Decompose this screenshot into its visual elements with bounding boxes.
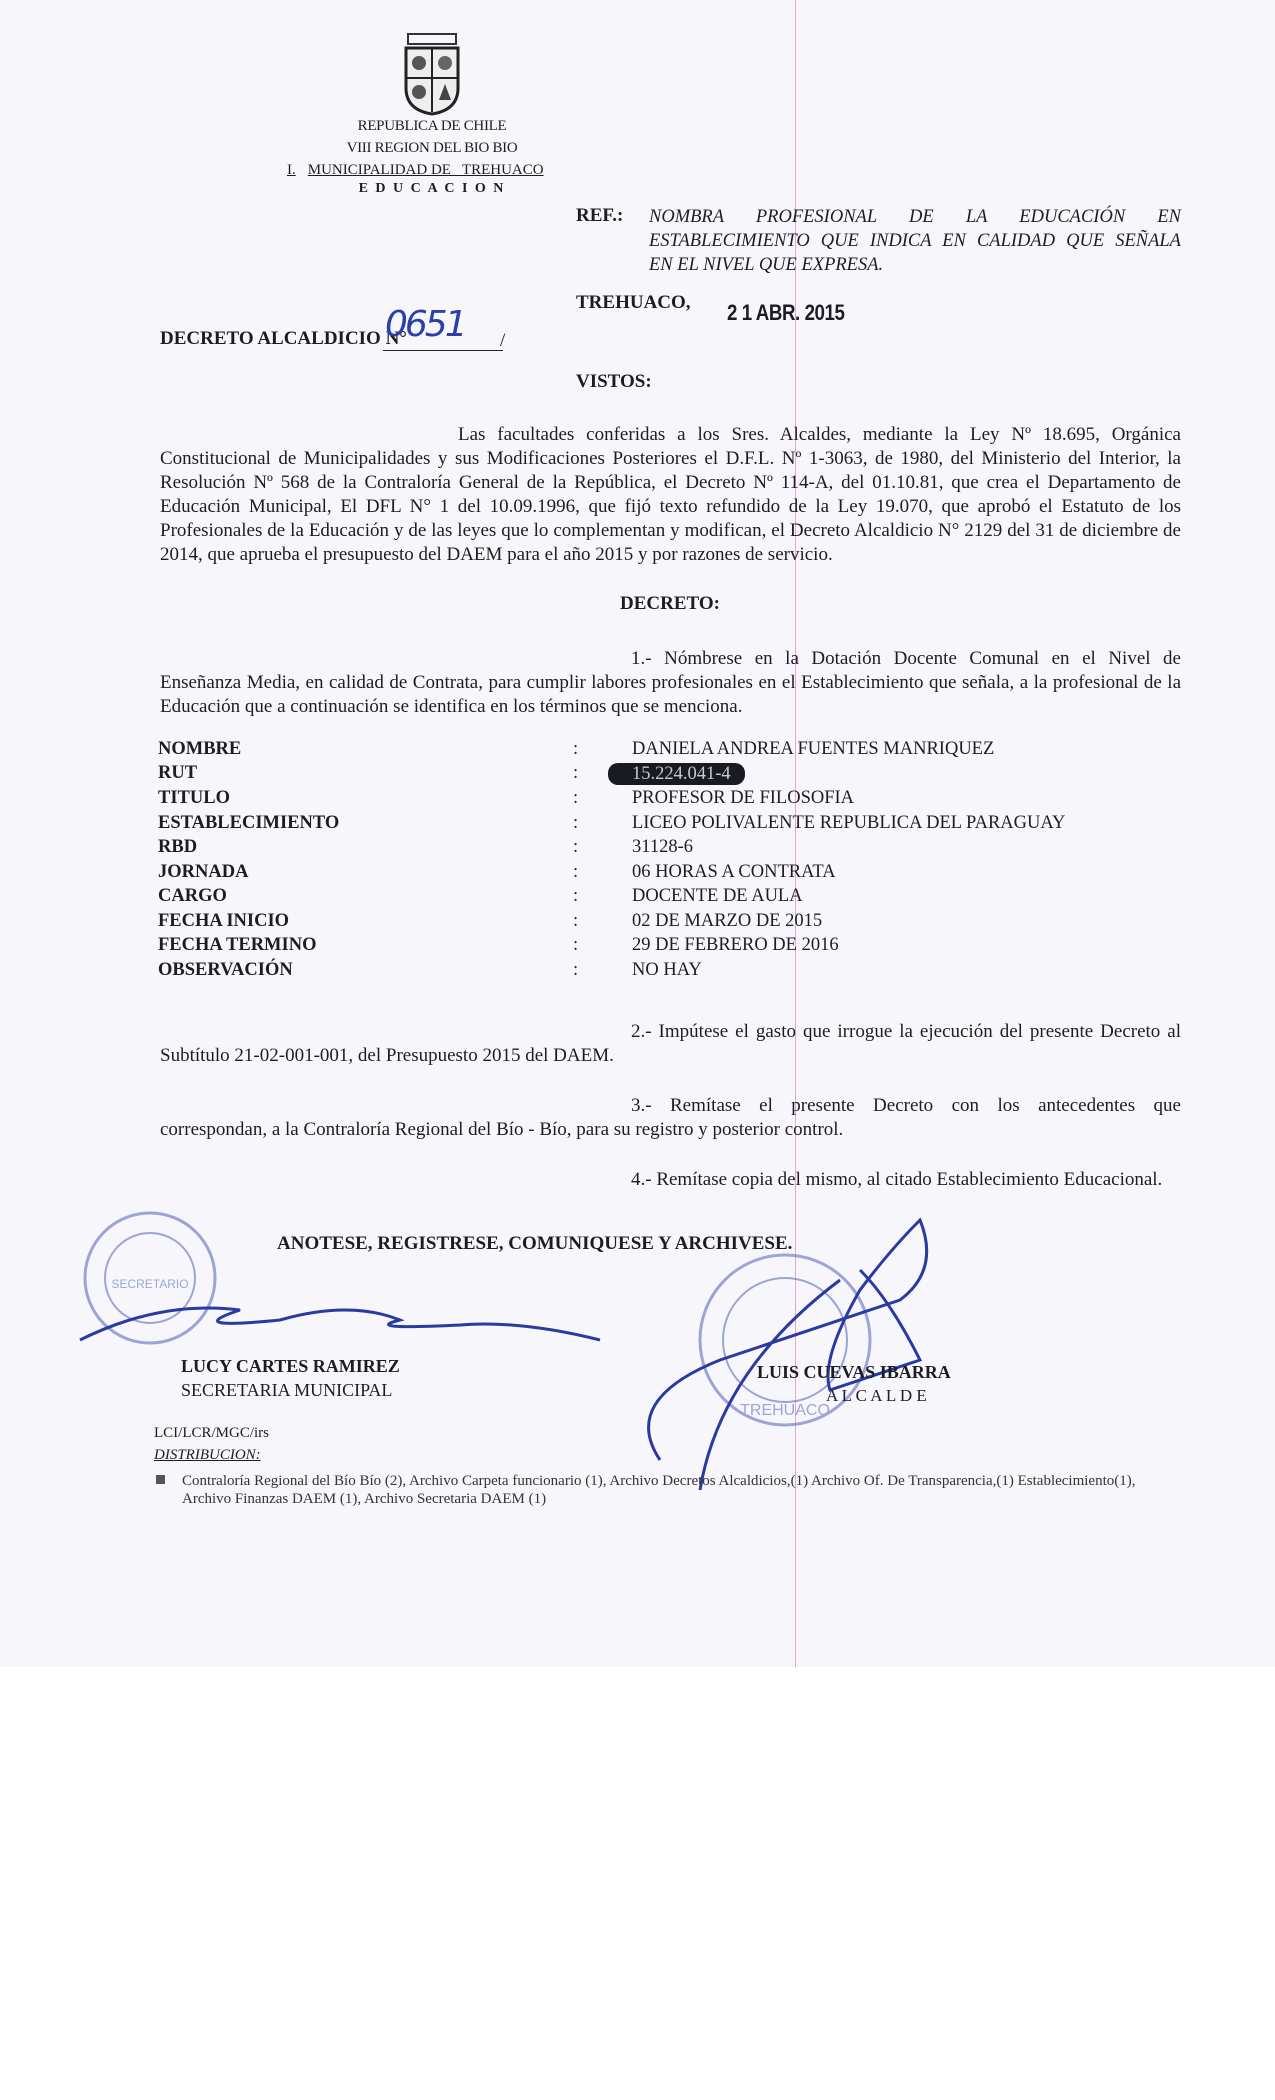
date-stamp: 2 1 ABR. 2015 bbox=[727, 300, 845, 325]
row-value: PROFESOR DE FILOSOFIA bbox=[632, 788, 855, 808]
row-value: 06 HORAS A CONTRATA bbox=[632, 862, 836, 882]
row-label: ESTABLECIMIENTO bbox=[158, 813, 340, 833]
header-municipality bbox=[287, 162, 544, 179]
row-colon: : bbox=[573, 837, 579, 857]
ref-line: EN EL NIVEL QUE EXPRESA. bbox=[649, 255, 884, 275]
row-colon: : bbox=[573, 739, 579, 759]
secretary-signature bbox=[80, 1308, 600, 1340]
mayor-signature bbox=[649, 1220, 927, 1490]
row-label: JORNADA bbox=[158, 862, 249, 882]
article-1: 1.- Nómbrese en la Dotación Docente Comunal en el Nivel de Enseñanza Media, en calidad de Contrata, para cumplir labores profesionales en el Establecimiento que señala, a la profesional de la Educación que a continuación se identifica en los términos que se menciona. bbox=[160, 648, 1181, 717]
row-value-redacted: 15.224.041-4 bbox=[608, 763, 745, 785]
initials: LCI/LCR/MGC/irs bbox=[154, 1425, 270, 1441]
row-colon: : bbox=[573, 911, 579, 931]
row-colon: : bbox=[573, 960, 579, 980]
distribution-list: Contraloría Regional del Bío Bío (2), Archivo Carpeta funcionario (1), Archivo Decretos Alcaldicios,(1) Archivo Of. De Transparencia,(1) Establecimiento(1), Archivo Finanzas DAEM (1), Archivo Secretaria DAEM (1) bbox=[182, 1473, 1136, 1507]
ref-line: ESTABLECIMIENTO QUE INDICA EN CALIDAD QUE SEÑALA bbox=[649, 231, 1181, 251]
table-row bbox=[158, 739, 1158, 763]
secretary-stamp-icon bbox=[85, 1213, 215, 1343]
table-row bbox=[158, 763, 1158, 787]
header-region: VIII REGION DEL BIO BIO bbox=[346, 140, 518, 156]
ref-text bbox=[649, 205, 1181, 277]
ref-label: REF.: bbox=[576, 205, 624, 226]
row-colon: : bbox=[573, 862, 579, 882]
vistos-paragraph: Las facultades conferidas a los Sres. Alcaldes, mediante la Ley Nº 18.695, Orgánica Constitucional de Municipalidades y sus Modificaciones Posteriores el D.F.L. Nº 1-3063, de 1980, del Ministerio del Interior, la Resolución Nº 568 de la Contraloría General de la República, el Decreto Nº 114-A, del 01.10.81, que crea el Departamento de Educación Municipal, El DFL N° 1 del 10.09.1996, que fijó texto refundido de la Ley 19.070, que aprobó el Estatuto de los Profesionales de la Educación y de las leyes que lo complementan y modifican, el Decreto Alcaldicio N° 2129 del 31 de diciembre de 2014, que aprueba el presupuesto del DAEM para el año 2015 y por razones de servicio. bbox=[160, 424, 1181, 565]
row-value: DOCENTE DE AULA bbox=[632, 886, 803, 906]
decreto-heading: DECRETO: bbox=[620, 593, 720, 614]
table-row bbox=[158, 886, 1158, 910]
header-municipality-name: MUNICIPALIDAD DE TREHUACO bbox=[307, 162, 544, 178]
row-label: TITULO bbox=[158, 788, 230, 808]
closing-formula: ANOTESE, REGISTRESE, COMUNIQUESE Y ARCHIVESE. bbox=[277, 1233, 793, 1254]
header-prefix: I. bbox=[287, 162, 296, 178]
table-row bbox=[158, 813, 1158, 837]
row-colon: : bbox=[573, 788, 579, 808]
row-value: 29 DE FEBRERO DE 2016 bbox=[632, 935, 839, 955]
table-row bbox=[158, 911, 1158, 935]
row-colon: : bbox=[573, 763, 579, 783]
mayor-name: LUIS CUEVAS IBARRA bbox=[757, 1362, 951, 1382]
row-value: LICEO POLIVALENTE REPUBLICA DEL PARAGUAY bbox=[632, 813, 1066, 833]
row-value: 02 DE MARZO DE 2015 bbox=[632, 911, 823, 931]
table-row bbox=[158, 837, 1158, 861]
bullet-icon bbox=[156, 1475, 165, 1484]
stamps-and-signatures bbox=[40, 1190, 1040, 1490]
place: TREHUACO, bbox=[576, 292, 691, 313]
decree-number-line bbox=[383, 350, 503, 351]
row-value: NO HAY bbox=[632, 960, 702, 980]
row-label: NOMBRE bbox=[158, 739, 242, 759]
row-colon: : bbox=[573, 886, 579, 906]
decree-slash: / bbox=[500, 330, 506, 351]
table-row bbox=[158, 862, 1158, 886]
decree-label: DECRETO ALCALDICIO N° bbox=[160, 328, 407, 349]
stamp-left-text: SECRETARIO bbox=[111, 1277, 189, 1291]
article-2: 2.- Impútese el gasto que irrogue la ejecución del presente Decreto al Subtítulo 21-02-001-001, del Presupuesto 2015 del DAEM. bbox=[160, 1021, 1181, 1066]
row-label: CARGO bbox=[158, 886, 227, 906]
article-4: 4.- Remítase copia del mismo, al citado Establecimiento Educacional. bbox=[631, 1169, 1163, 1190]
table-row bbox=[158, 935, 1158, 959]
ref-line: NOMBRA PROFESIONAL DE LA EDUCACIÓN EN bbox=[649, 207, 1181, 227]
decree-number-handwritten: 0651 bbox=[385, 304, 465, 345]
stamp-right-text: TREHUACO bbox=[740, 1402, 830, 1419]
article-3: 3.- Remítase el presente Decreto con los antecedentes que correspondan, a la Contraloría Regional del Bío - Bío, para su registro y posterior control. bbox=[160, 1095, 1181, 1140]
header-department: E D U C A C I O N bbox=[358, 181, 506, 196]
row-colon: : bbox=[573, 813, 579, 833]
row-label: OBSERVACIÓN bbox=[158, 960, 293, 980]
secretary-name: LUCY CARTES RAMIREZ bbox=[181, 1356, 400, 1376]
table-row bbox=[158, 788, 1158, 812]
row-label: RUT bbox=[158, 763, 198, 783]
vistos-heading: VISTOS: bbox=[576, 371, 652, 392]
row-value: DANIELA ANDREA FUENTES MANRIQUEZ bbox=[632, 739, 995, 759]
mayor-title: A L C A L D E bbox=[826, 1386, 927, 1405]
row-label: FECHA TERMINO bbox=[158, 935, 317, 955]
coat-of-arms-icon bbox=[400, 30, 464, 116]
row-label: RBD bbox=[158, 837, 198, 857]
row-label: FECHA INICIO bbox=[158, 911, 290, 931]
row-value: 31128-6 bbox=[632, 837, 693, 857]
secretary-title: SECRETARIA MUNICIPAL bbox=[181, 1380, 393, 1400]
distribution-label: DISTRIBUCION: bbox=[154, 1447, 261, 1463]
row-colon: : bbox=[573, 935, 579, 955]
reference-block bbox=[576, 205, 1181, 275]
header-country: REPUBLICA DE CHILE bbox=[357, 118, 507, 134]
table-row bbox=[158, 960, 1158, 984]
